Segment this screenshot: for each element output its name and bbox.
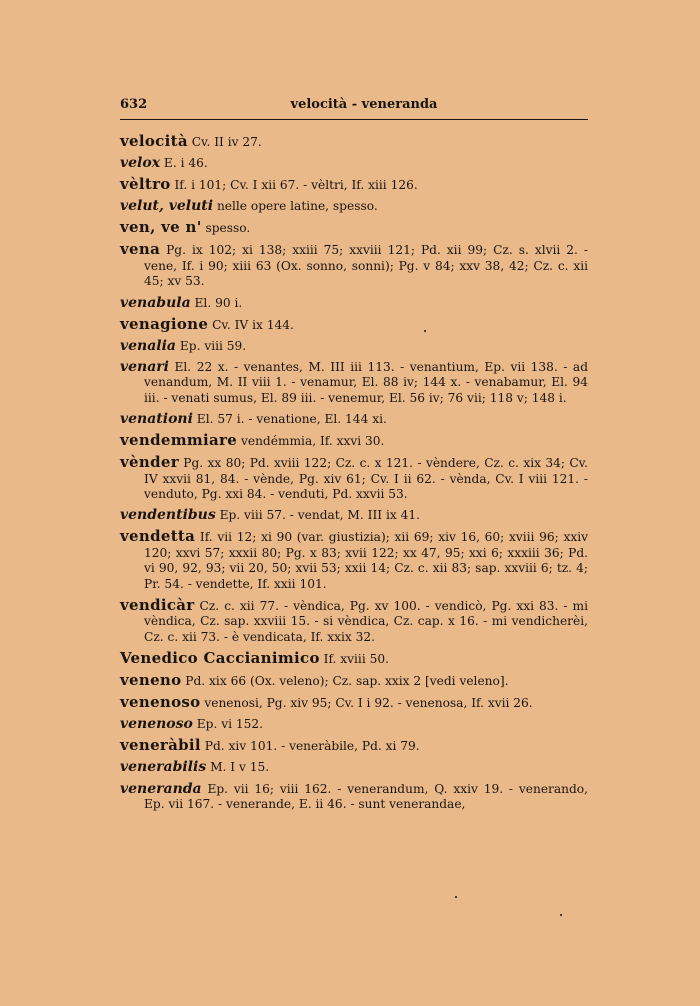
entry-headword: vèltro <box>120 175 171 194</box>
entry-citations: Pg. xx 80; Pd. xviii 122; Cz. c. x 121. - vèndere, Cz. c. xix 34; Cv. IV xxvii 81, 84. - vènde, Pg. xiv 61; Cv. I ii 62. - vènda, Cv. I viii 121. - venduto, Pg. xxi 84. - venduti, Pd. xxvii 53. <box>144 456 588 502</box>
header-title: velocità - veneranda <box>290 97 438 112</box>
dictionary-entry <box>120 455 588 503</box>
entry-citations: Cv. IV ix 144. <box>212 317 294 332</box>
entry-citations: Cv. II iv 27. <box>191 135 262 149</box>
dictionary-entry <box>120 242 588 290</box>
entry-citations: Cz. c. xii 77. - vèndica, Pg. xv 100. - vendicò, Pg. xxi 83. - mi vèndica, Cz. sap. xxviii 15. - si vèndica, Cz. cap. x 16. - mi vendicherèi, Cz. c. xii 73. - è vendicata, If. xxix 32. <box>144 598 589 644</box>
entry-headword: venagione <box>120 314 209 333</box>
entry-headword: velox <box>120 155 161 172</box>
dictionary-entry <box>120 717 588 733</box>
entry-headword: vènder <box>120 453 179 472</box>
entry-citations: M. I v 15. <box>210 760 270 775</box>
entry-headword: veneno <box>120 671 182 690</box>
entry-headword: venerabilis <box>120 759 207 776</box>
entry-headword: ven, ve n' <box>120 218 202 237</box>
entry-citations: If. vii 12; xi 90 (var. giustizia); xii 69; xiv 16, 60; xviii 96; xxiv 120; xxvi 57; xxxii 80; Pg. x 83; xvii 122; xx 47, 95; xxi 6; xxxiii 36; Pd. vi 90, 92, 93; vii 20, 50; xvii 53; xxii 14; Cz. c. xii 83; sap. xxviii 6; tz. 4; Pr. 54. - vendette, If. xxii 101. <box>144 530 589 591</box>
entry-citations: Ep. viii 57. - vendat, M. III ix 41. <box>219 508 420 523</box>
entry-citations: If. xviii 50. <box>323 652 389 666</box>
entry-citations: Ep. viii 59. <box>179 338 247 353</box>
entry-citations: El. 90 i. <box>194 295 243 310</box>
dictionary-entry <box>120 695 588 712</box>
entry-headword: veneràbil <box>120 736 201 755</box>
dictionary-entry <box>120 760 588 776</box>
dictionary-entry <box>120 296 588 312</box>
entry-headword: venabula <box>120 294 191 311</box>
dictionary-entry <box>120 339 588 355</box>
dictionary-entry <box>120 529 588 592</box>
entry-headword: velocità <box>120 132 188 150</box>
entry-headword: Venedico Caccianimico <box>120 649 320 667</box>
speck <box>560 914 562 916</box>
running-header <box>120 97 588 117</box>
entry-headword: venationi <box>120 410 193 427</box>
entry-citations: Pd. xiv 101. - veneràbile, Pd. xi 79. <box>204 739 420 754</box>
dictionary-entry <box>120 651 588 668</box>
dictionary-entry <box>120 433 588 450</box>
entry-citations: If. i 101; Cv. I xii 67. - vèltri, If. xiii 126. <box>174 178 418 193</box>
dictionary-entry <box>120 220 588 237</box>
entry-headword: vendemmiare <box>120 431 238 450</box>
entry-headword: velut, veluti <box>120 198 214 215</box>
dictionary-entry <box>120 508 588 524</box>
entry-headword: venenoso <box>120 716 193 733</box>
entry-headword: venari <box>120 358 169 375</box>
dictionary-entry <box>120 360 588 407</box>
dictionary-entry <box>120 412 588 428</box>
entry-headword: vena <box>120 240 161 259</box>
entry-citations: Pg. ix 102; xi 138; xxiii 75; xxviii 121; Pd. xii 99; Cz. s. xlvii 2. - vene, If. i 90; xiii 63 (Ox. sonno, sonni); Pg. v 84; xxv 38, 42; Cz. c. xii 45; xv 53. <box>144 243 589 289</box>
dictionary-entry <box>120 738 588 755</box>
entry-citations: Pd. xix 66 (Ox. veleno); Cz. sap. xxix 2 [vedi veleno]. <box>185 674 509 689</box>
entry-headword: vendentibus <box>120 507 216 524</box>
speck <box>455 896 457 898</box>
entry-headword: venenoso <box>120 693 201 712</box>
header-rule <box>120 119 588 120</box>
entry-citations: El. 22 x. - venantes, M. III iii 113. - venantium, Ep. vii 138. - ad venandum, M. II viii 1. - venamur, El. 88 iv; 144 x. - venabamur, El. 94 iii. - venati sumus, El. 89 iii. - venemur, El. 56 iv; 76 vii; 118 v; 148 i. <box>144 359 588 405</box>
entry-headword: vendetta <box>120 527 196 546</box>
dictionary-entry <box>120 595 589 646</box>
entry-headword: veneranda <box>120 780 202 797</box>
entry-citations: nelle opere latine, spesso. <box>216 199 378 214</box>
dictionary-entry <box>120 199 588 215</box>
entry-headword: venalia <box>120 337 176 354</box>
entry-citations: Ep. vi 152. <box>196 717 263 732</box>
entry-citations: Ep. vii 16; viii 162. - venerandum, Q. xxiv 19. - venerando, Ep. vii 167. - venerande, E. ii 46. - sunt venerandae, <box>144 781 588 812</box>
dictionary-entry <box>120 177 588 194</box>
entry-list <box>120 134 588 818</box>
dictionary-entry <box>120 782 588 813</box>
speck <box>424 330 426 332</box>
entry-citations: E. i 46. <box>163 156 208 171</box>
dictionary-entry <box>120 673 588 690</box>
dictionary-entry <box>120 314 588 334</box>
entry-citations: venenosi, Pg. xiv 95; Cv. I i 92. - venenosa, If. xvii 26. <box>204 696 533 711</box>
dictionary-entry <box>120 156 588 172</box>
entry-citations: spesso. <box>205 221 251 236</box>
entry-headword: vendicàr <box>120 595 195 614</box>
dictionary-entry <box>120 134 588 151</box>
page-number: 632 <box>120 97 148 112</box>
entry-citations: El. 57 i. - venatione, El. 144 xi. <box>196 411 387 426</box>
entry-citations: vendémmia, If. xxvi 30. <box>240 434 385 449</box>
